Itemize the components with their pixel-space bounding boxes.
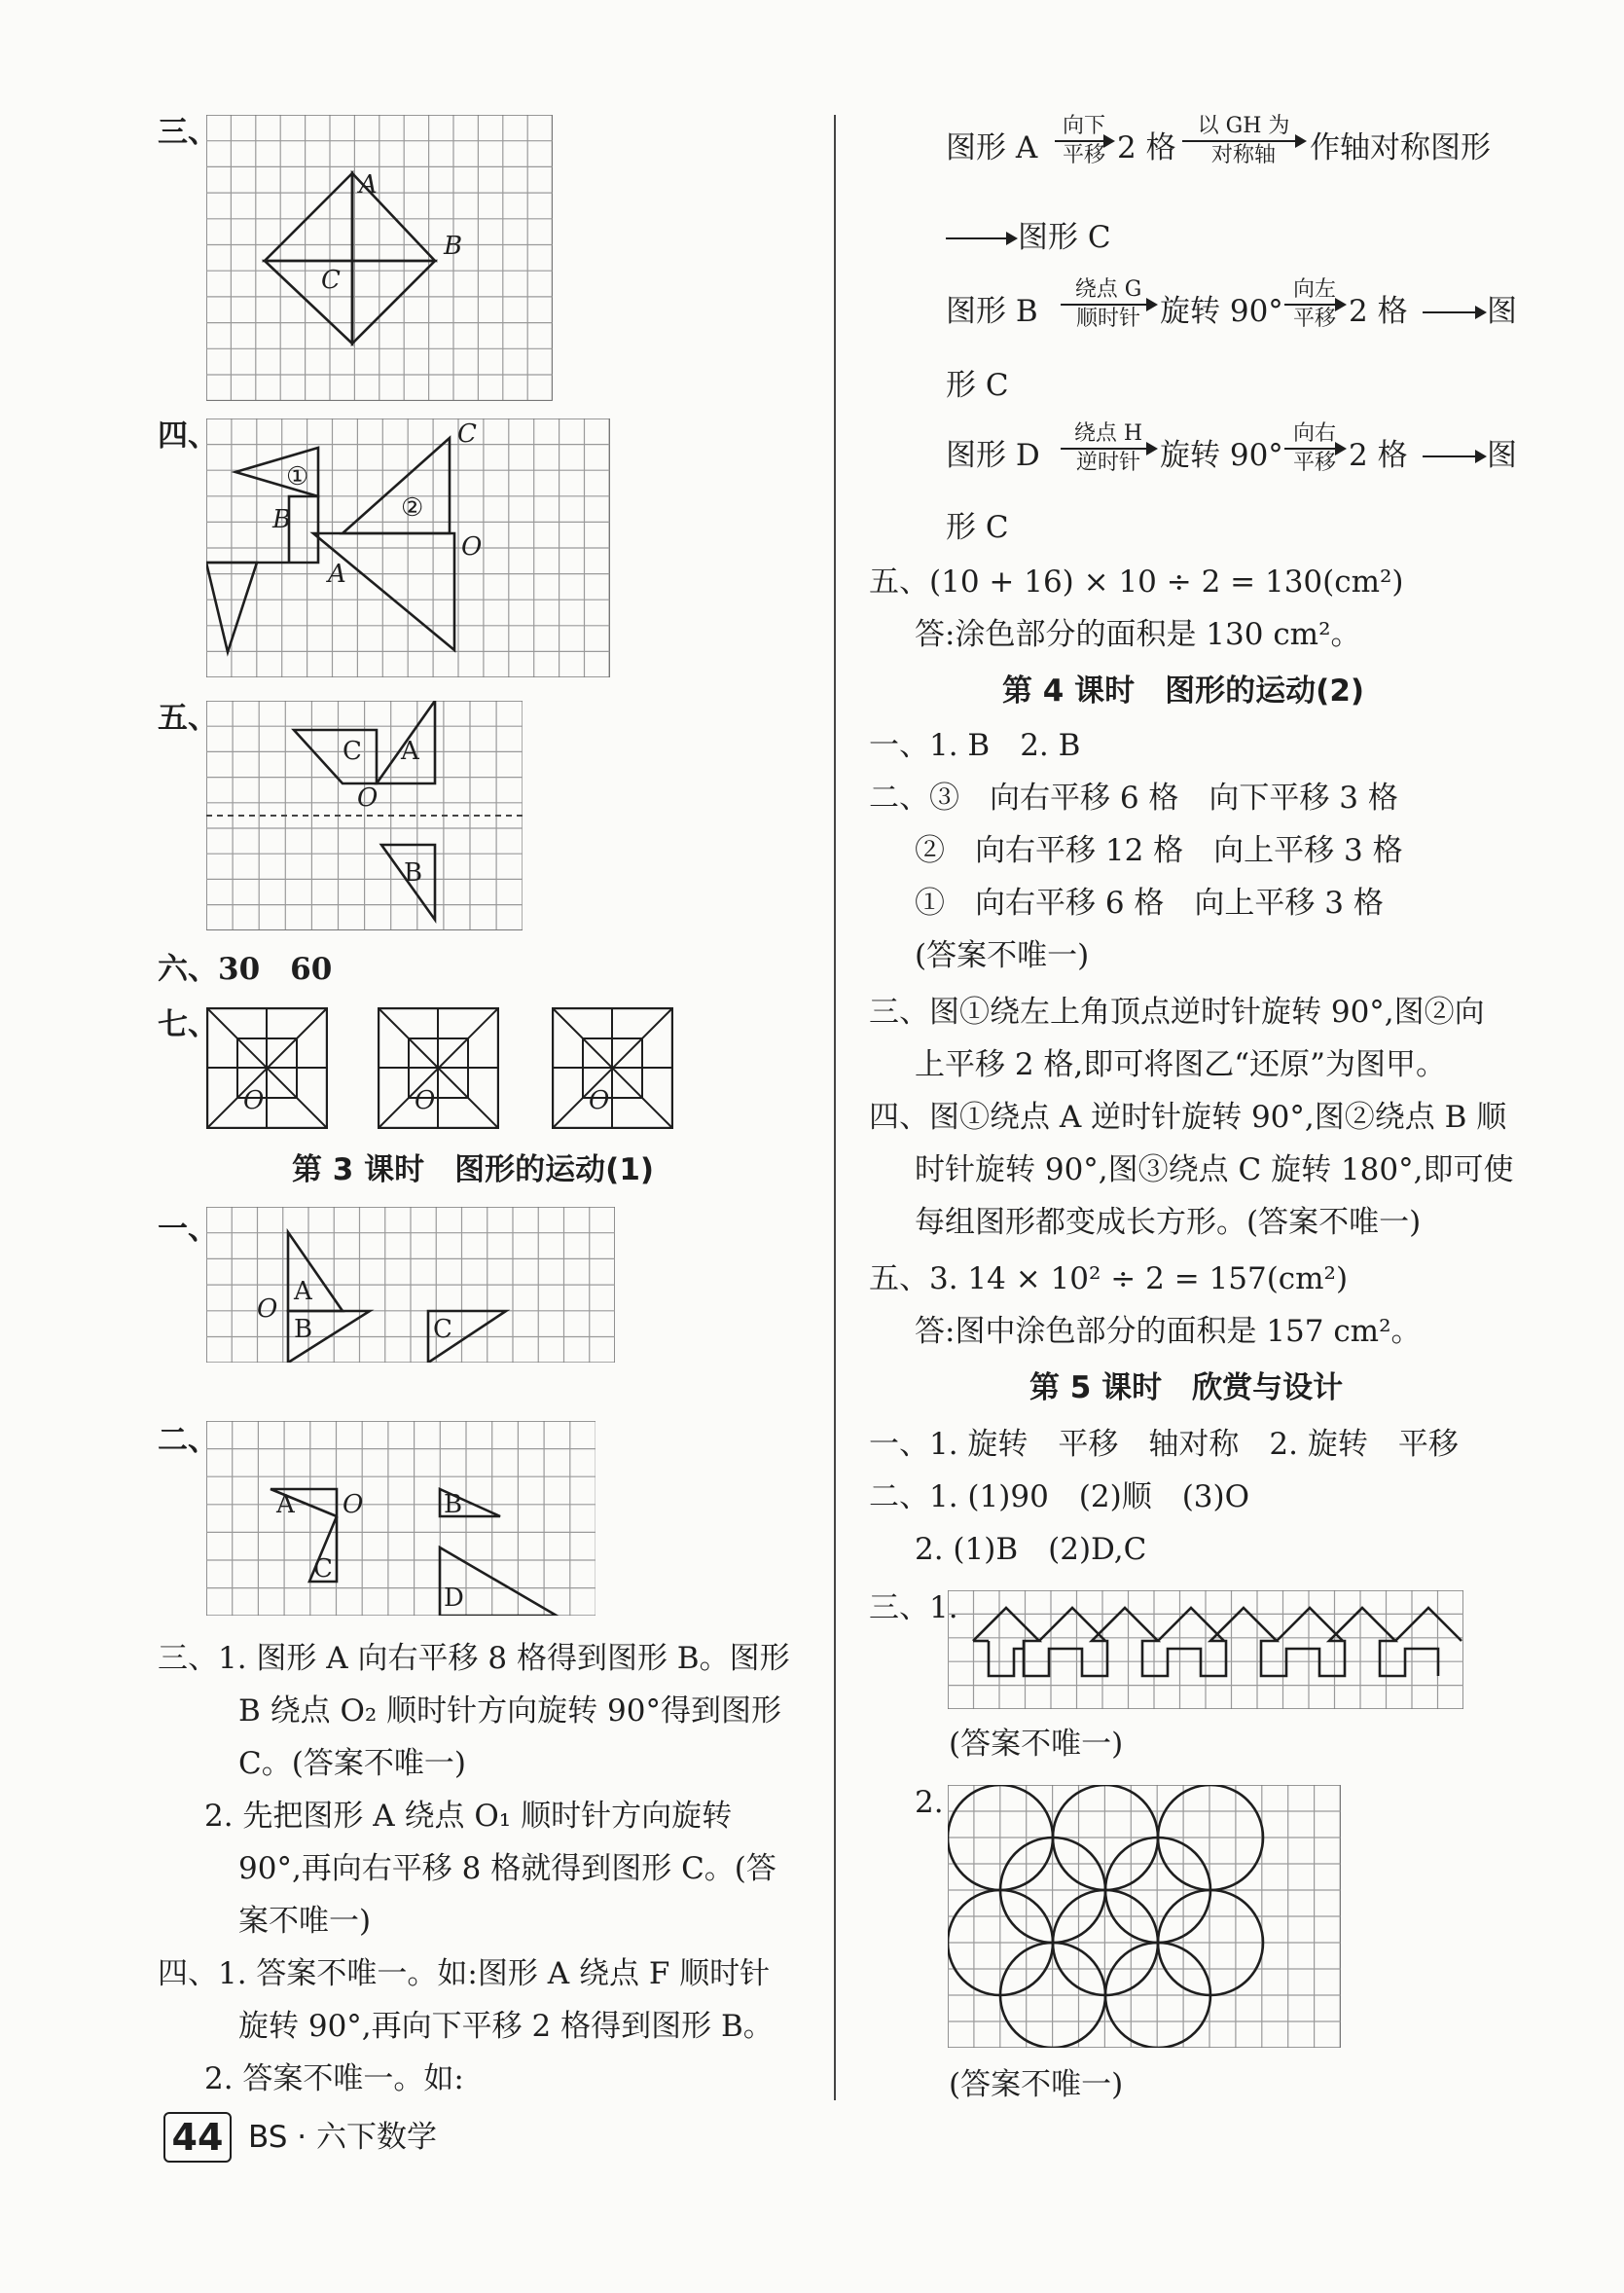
l4-s4-c: 每组图形都变成长方形。(答案不唯一) [915, 1205, 1422, 1240]
d-tail-arrow [1423, 455, 1479, 457]
grid-svg-l3-1 [206, 1207, 615, 1363]
label-b: B [272, 505, 292, 534]
grid-l5-2 [948, 1785, 1341, 2048]
label-a: A [328, 560, 346, 589]
l3-s3-2b: 90°,再向右平移 8 格就得到图形 C。(答 [238, 1851, 776, 1886]
fig-d: 图形 D [946, 438, 1040, 473]
label-c: C [321, 266, 341, 295]
lesson-5-title: 第 5 课时 欣赏与设计 [1029, 1370, 1344, 1405]
grid-svg-l5-2 [948, 1785, 1341, 2048]
l5-s3-2-note: (答案不唯一) [949, 2067, 1124, 2102]
d-arrow-end: 图 [1487, 438, 1517, 473]
grid-svg-3 [206, 115, 553, 401]
label-a: A [401, 737, 419, 766]
b-step-1: 旋转 90° [1160, 294, 1283, 329]
section-3-label: 三、 [158, 115, 218, 150]
grid-svg-l5-1 [948, 1590, 1463, 1709]
grid-l3-1 [206, 1207, 615, 1363]
grid-l3-2 [206, 1421, 595, 1616]
svg-text:O: O [415, 1086, 436, 1115]
l4-s4-a: 四、图①绕点 A 逆时针旋转 90°,图②绕点 B 顺 [869, 1100, 1507, 1135]
b-step-2: 2 格 [1349, 294, 1408, 329]
l3-s3-2c: 案不唯一) [238, 1904, 372, 1939]
l4-s5-ans: 答:图中涂色部分的面积是 157 cm²。 [915, 1314, 1422, 1349]
arrow-d-1: 绕点 H 逆时针 [1061, 422, 1156, 475]
lesson-3-title: 第 3 课时 图形的运动(1) [292, 1152, 655, 1187]
grid-svg-4 [206, 419, 610, 677]
label-circle-1: ① [286, 462, 309, 491]
l5-s2-2: 2. (1)B (2)D,C [915, 1532, 1147, 1567]
triangle-a [265, 173, 352, 261]
svg-text:C: C [313, 1554, 333, 1583]
l4-s2-note: (答案不唯一) [915, 938, 1090, 973]
b-arrow-end: 图 [1487, 294, 1517, 329]
shape-1-base [206, 496, 318, 563]
book-label: BS · 六下数学 [248, 2120, 437, 2155]
svg-text:A: A [294, 1277, 312, 1306]
b-result: 形 C [946, 368, 1009, 403]
a-step-1: 2 格 [1117, 130, 1176, 165]
r-s5-ans: 答:涂色部分的面积是 130 cm²。 [915, 617, 1361, 652]
section-4-label: 四、 [158, 419, 218, 454]
l3-s3-1c: C。(答案不唯一) [238, 1746, 466, 1781]
l5-s1: 一、1. 旋转 平移 轴对称 2. 旋转 平移 [869, 1427, 1459, 1462]
arrow-a-2: 以 GH 为 对称轴 [1182, 115, 1305, 167]
svg-text:O: O [589, 1086, 610, 1115]
l4-s2-a: 二、③ 向右平移 6 格 向下平移 3 格 [869, 781, 1398, 816]
l4-s1: 一、1. B 2. B [869, 728, 1081, 763]
label-b: B [404, 858, 423, 888]
tile-a [206, 1007, 328, 1129]
section-6: 六、30 60 [158, 952, 333, 987]
grid-figure-4 [206, 419, 610, 677]
label-b: B [444, 232, 463, 261]
arrow-pattern-5 [1395, 1608, 1462, 1641]
grid-svg-l3-2 [206, 1421, 595, 1616]
grid-figure-5 [206, 701, 523, 930]
label-a: A [359, 170, 378, 200]
l4-s3-a: 三、图①绕左上角顶点逆时针旋转 90°,图②向 [869, 995, 1485, 1030]
arrow-b-2: 向左 平移 [1284, 278, 1345, 331]
arrow-d-2: 向右 平移 [1284, 422, 1345, 475]
l5-s3-1-note: (答案不唯一) [949, 1727, 1124, 1762]
svg-text:B: B [444, 1490, 463, 1519]
d-step-1: 旋转 90° [1160, 438, 1283, 473]
a-result: 图形 C [1018, 220, 1111, 255]
lesson-4-title: 第 4 课时 图形的运动(2) [1002, 673, 1365, 709]
b-tail-arrow [1423, 311, 1479, 313]
svg-text:O: O [257, 1294, 278, 1324]
l5-s2-1: 二、1. (1)90 (2)顺 (3)O [869, 1479, 1250, 1514]
tile-b [378, 1007, 499, 1129]
grid-svg-5 [206, 701, 523, 930]
r-s5-eq: 五、(10 + 16) × 10 ÷ 2 = 130(cm²) [869, 564, 1404, 600]
svg-text:C: C [433, 1315, 452, 1344]
d-step-2: 2 格 [1349, 438, 1408, 473]
section-7-label: 七、 [158, 1007, 218, 1042]
l4-s3-b: 上平移 2 格,即可将图乙“还原”为图甲。 [915, 1047, 1446, 1082]
fig-b: 图形 B [946, 294, 1038, 329]
a-result-arrowhead [1006, 232, 1018, 245]
l3-s3-2a: 2. 先把图形 A 绕点 O₁ 顺时针方向旋转 [204, 1799, 733, 1834]
l3-section-1-label: 一、 [158, 1212, 218, 1247]
label-c: C [343, 737, 362, 766]
d-result: 形 C [946, 510, 1009, 545]
label-circle-2: ② [401, 493, 424, 523]
svg-text:B: B [294, 1315, 313, 1344]
arrow-a-1: 向下 平移 [1055, 115, 1113, 167]
page-number: 44 [163, 2112, 232, 2163]
label-o: O [461, 532, 483, 562]
l3-section-2-label: 二、 [158, 1423, 218, 1458]
column-divider [834, 115, 836, 2100]
triangle-d [352, 261, 435, 344]
grid-figure-7b [378, 1007, 499, 1129]
tile-c [552, 1007, 673, 1129]
l3-s3-1b: B 绕点 O₂ 顺时针方向旋转 90°得到图形 [238, 1693, 781, 1729]
arrow-b-1: 绕点 G 顺时针 [1061, 278, 1156, 331]
l4-s4-b: 时针旋转 90°,图③绕点 C 旋转 180°,即可使 [915, 1152, 1514, 1187]
grid-l5-1 [948, 1590, 1463, 1709]
l3-s4-1a: 四、1. 答案不唯一。如:图形 A 绕点 F 顺时针 [158, 1956, 771, 1991]
grid-figure-7c [552, 1007, 673, 1129]
grid-figure-3 [206, 115, 553, 401]
label-c: C [457, 419, 477, 449]
grid-figure-7a [206, 1007, 328, 1129]
svg-text:A: A [276, 1490, 295, 1519]
svg-text:D: D [444, 1583, 464, 1613]
l4-s2-b: ② 向右平移 12 格 向上平移 3 格 [915, 833, 1403, 868]
svg-text:O: O [243, 1086, 265, 1115]
label-o: O [357, 783, 379, 813]
l5-s3-2: 2. [915, 1785, 944, 1820]
l3-s3-1a: 三、1. 图形 A 向右平移 8 格得到图形 B。图形 [158, 1641, 790, 1676]
l3-s4-2: 2. 答案不唯一。如: [204, 2061, 464, 2096]
l3-s4-1b: 旋转 90°,再向下平移 2 格得到图形 B。 [238, 2009, 774, 2044]
a-result-arrow [946, 237, 1010, 239]
section-5-label: 五、 [158, 701, 218, 736]
svg-text:O: O [343, 1490, 364, 1519]
a-step-2: 作轴对称图形 [1310, 130, 1491, 165]
l4-s2-c: ① 向右平移 6 格 向上平移 3 格 [915, 886, 1384, 921]
fig-a: 图形 A [946, 130, 1038, 165]
l4-s5-eq: 五、3. 14 × 10² ÷ 2 = 157(cm²) [869, 1261, 1349, 1296]
l5-s3-1: 三、1. [869, 1590, 958, 1625]
